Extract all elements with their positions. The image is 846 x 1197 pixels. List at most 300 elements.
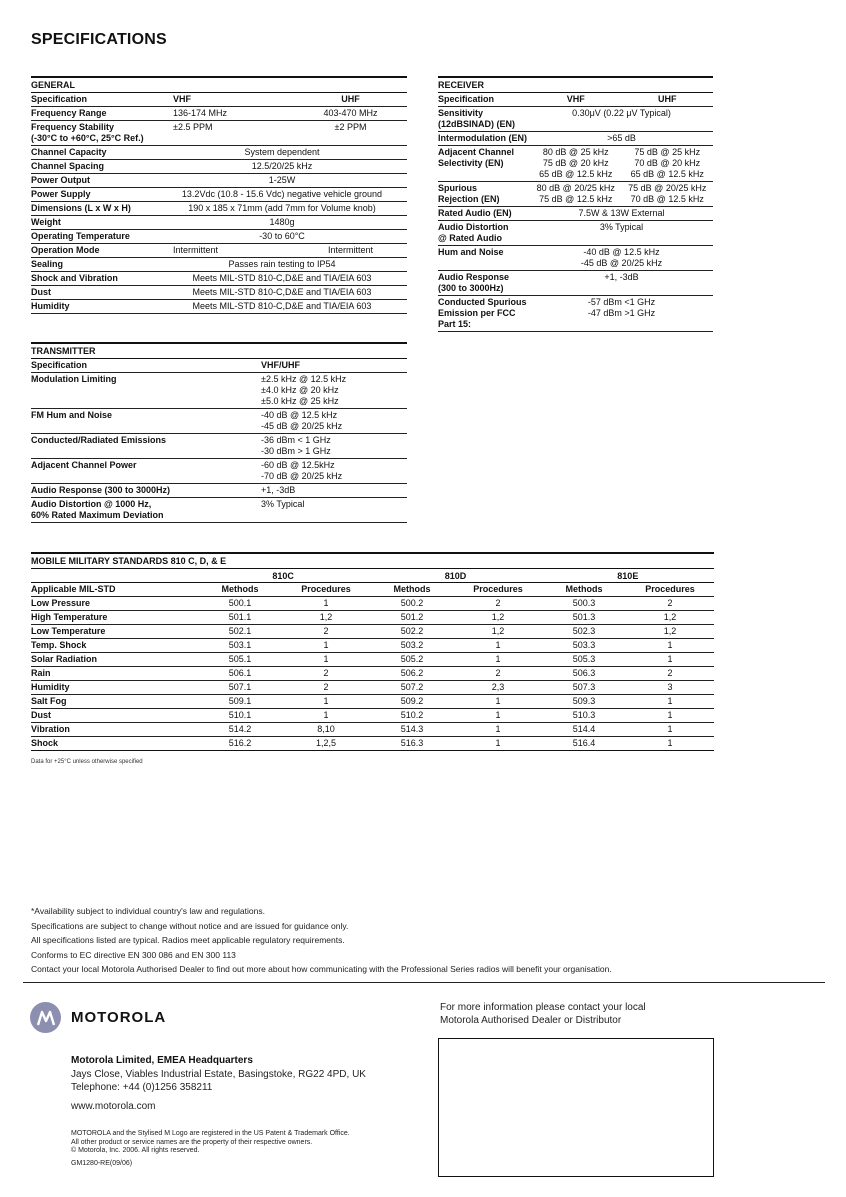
row-label xyxy=(438,183,530,205)
row-label-line: @ Rated Audio xyxy=(438,233,502,243)
method-cell: 507.1 xyxy=(228,682,252,692)
method-cell: 506.1 xyxy=(228,668,252,678)
receiver-row xyxy=(438,296,713,332)
general-row xyxy=(31,258,407,272)
procedure-cell: 1 xyxy=(323,640,329,650)
column-vhf: VHF xyxy=(173,94,191,104)
method-cell: 507.3 xyxy=(572,682,596,692)
table-row xyxy=(31,611,714,625)
row-label-line: Sensitivity xyxy=(438,108,484,118)
legal-line: © Motorola, Inc. 2006. All rights reserved. xyxy=(71,1147,200,1154)
note-line: Contact your local Motorola Authorised Dealer to find out more about how communicating with the Professional Series radios will benefit your organisation. xyxy=(31,964,612,974)
row-label xyxy=(31,435,191,457)
value-line: -60 dB @ 12.5kHz xyxy=(261,460,335,470)
general-row xyxy=(31,121,407,146)
row-label: Rain xyxy=(31,668,51,678)
value-line: 70 dB @ 12.5 kHz xyxy=(630,194,704,204)
row-label-line: Sealing xyxy=(31,259,64,269)
value-line: 3% Typical xyxy=(261,499,305,509)
procedure-cell: 1 xyxy=(667,738,673,748)
general-row xyxy=(31,188,407,202)
row-label xyxy=(31,161,157,172)
row-value xyxy=(191,410,407,432)
row-label xyxy=(438,272,530,294)
method-cell: 514.4 xyxy=(572,724,596,734)
receiver-row xyxy=(438,207,713,221)
table-row xyxy=(31,695,714,709)
row-value xyxy=(191,485,407,496)
value-line: ±5.0 kHz @ 25 kHz xyxy=(261,396,339,406)
row-value-vhf: 136-174 MHz xyxy=(173,108,228,118)
value-line: -30 dBm > 1 GHz xyxy=(261,446,331,456)
row-value: Meets MIL-STD 810-C,D&E and TIA/EIA 603 xyxy=(192,287,372,297)
row-value: Meets MIL-STD 810-C,D&E and TIA/EIA 603 xyxy=(192,301,372,311)
military-group-header xyxy=(31,569,714,582)
row-label xyxy=(31,245,157,256)
legal-line: All other product or service names are the property of their respective owners. xyxy=(71,1138,313,1146)
procedure-cell: 3 xyxy=(667,682,673,692)
transmitter-row xyxy=(31,434,407,459)
row-value-vhf: Intermittent xyxy=(173,245,219,255)
value-line: -36 dBm < 1 GHz xyxy=(261,435,331,445)
row-value: 190 x 185 x 71mm (add 7mm for Volume knob) xyxy=(188,203,376,213)
row-label xyxy=(438,208,530,219)
row-label-line: Emission per FCC Part 15: xyxy=(438,308,516,329)
procedure-cell: 1,2 xyxy=(319,612,333,622)
row-label xyxy=(31,217,157,228)
row-label: High Temperature xyxy=(31,612,108,622)
method-cell: 502.1 xyxy=(228,626,252,636)
row-label-line: 60% Rated Maximum Deviation xyxy=(31,510,164,520)
motorola-logo xyxy=(30,1002,166,1033)
procedure-cell: 1 xyxy=(495,654,501,664)
table-row xyxy=(31,597,714,611)
method-cell: 509.2 xyxy=(400,696,424,706)
row-value-uhf: Intermittent xyxy=(327,245,374,255)
table-row xyxy=(31,709,714,723)
method-cell: 506.3 xyxy=(572,668,596,678)
row-label-line: Conducted Spurious xyxy=(438,297,527,307)
row-value: 13.2Vdc (10.8 - 15.6 Vdc) negative vehicle ground xyxy=(181,189,383,199)
row-label xyxy=(31,301,157,312)
procedure-cell: 8,10 xyxy=(317,724,335,734)
method-cell: 501.1 xyxy=(228,612,252,622)
contact-line: For more information please contact your local xyxy=(440,1002,646,1013)
row-value-vhf: ±2.5 PPM xyxy=(173,122,213,132)
column-label: Specification xyxy=(31,360,88,370)
row-value-uhf: 403-470 MHz xyxy=(323,108,378,118)
general-header: GENERAL xyxy=(31,76,407,93)
row-value: System dependent xyxy=(244,147,320,157)
procedure-cell: 1 xyxy=(495,696,501,706)
row-label-line: Modulation Limiting xyxy=(31,374,117,384)
column-label: Specification xyxy=(438,94,495,104)
row-label-line: Power Output xyxy=(31,175,90,185)
row-label xyxy=(31,273,157,284)
value-line: -70 dB @ 20/25 kHz xyxy=(261,471,343,481)
row-value: 1480g xyxy=(269,217,295,227)
method-cell: 514.2 xyxy=(228,724,252,734)
value-line: +1, -3dB xyxy=(261,485,296,495)
row-values xyxy=(530,147,713,180)
row-label-line: Spurious xyxy=(438,183,478,193)
row-label xyxy=(31,287,157,298)
procedure-cell: 2,3 xyxy=(491,682,505,692)
row-label-line: Hum and Noise xyxy=(438,247,504,257)
row-value: Meets MIL-STD 810-C,D&E and TIA/EIA 603 xyxy=(192,273,372,283)
row-value-uhf: ±2 PPM xyxy=(334,122,367,132)
row-label xyxy=(31,231,157,242)
method-cell: 510.3 xyxy=(572,710,596,720)
method-cell: 510.2 xyxy=(400,710,424,720)
procedure-cell: 2 xyxy=(495,598,501,608)
value-line: 70 dB @ 20 kHz xyxy=(634,158,701,168)
value-line: ±2.5 kHz @ 12.5 kHz xyxy=(261,374,347,384)
receiver-header: RECEIVER xyxy=(438,76,713,93)
receiver-row xyxy=(438,132,713,146)
general-row xyxy=(31,244,407,258)
row-value: Passes rain testing to IP54 xyxy=(228,259,336,269)
note-line: Specifications are subject to change without notice and are issued for guidance only. xyxy=(31,920,349,931)
table-row xyxy=(31,723,714,737)
procedure-cell: 1 xyxy=(495,724,501,734)
method-cell: 505.1 xyxy=(228,654,252,664)
motorola-m-icon xyxy=(30,1002,61,1033)
row-label-line: (300 to 3000Hz) xyxy=(438,283,504,293)
row-label-line: Dust xyxy=(31,287,51,297)
method-cell: 503.3 xyxy=(572,640,596,650)
row-label: Shock xyxy=(31,738,59,748)
procedure-cell: 1 xyxy=(323,654,329,664)
general-row xyxy=(31,286,407,300)
value-line: 80 dB @ 25 kHz xyxy=(542,147,609,157)
row-label-line: FM Hum and Noise xyxy=(31,410,113,420)
row-label xyxy=(31,175,157,186)
method-cell: 500.1 xyxy=(228,598,252,608)
column-mil-std: Applicable MIL-STD xyxy=(31,584,116,594)
row-label-line: Channel Spacing xyxy=(31,161,105,171)
row-label: Dust xyxy=(31,710,51,720)
method-cell: 514.3 xyxy=(400,724,424,734)
row-label: Humidity xyxy=(31,682,70,692)
column-label: Specification xyxy=(31,94,88,104)
procedure-cell: 2 xyxy=(323,682,329,692)
receiver-row xyxy=(438,107,713,132)
row-values xyxy=(157,108,407,119)
column-procedures: Procedures xyxy=(645,584,695,594)
value-line: 80 dB @ 20/25 kHz xyxy=(536,183,615,193)
table-row xyxy=(31,639,714,653)
row-label xyxy=(438,108,530,130)
general-row xyxy=(31,230,407,244)
military-footnote: Data for +25°C unless otherwise specified xyxy=(31,759,143,765)
method-cell: 501.2 xyxy=(400,612,424,622)
row-label xyxy=(438,147,530,180)
row-values xyxy=(530,183,713,205)
row-label xyxy=(31,410,191,432)
row-label-line: Audio Response xyxy=(438,272,510,282)
general-row xyxy=(31,174,407,188)
row-label-line: Channel Capacity xyxy=(31,147,107,157)
value-line: 65 dB @ 12.5 kHz xyxy=(630,169,704,179)
general-row xyxy=(31,107,407,121)
row-label-line: Rated Audio (EN) xyxy=(438,208,512,218)
procedure-cell: 1 xyxy=(323,710,329,720)
row-value xyxy=(530,247,713,269)
transmitter-row xyxy=(31,484,407,498)
receiver-table xyxy=(438,76,713,332)
row-label: Low Pressure xyxy=(31,598,91,608)
notes xyxy=(31,904,612,977)
row-label xyxy=(31,485,191,496)
website-link[interactable]: www.motorola.com xyxy=(71,1100,156,1112)
value-line: -40 dB @ 12.5 kHz xyxy=(261,410,338,420)
row-label-line: Shock and Vibration xyxy=(31,273,118,283)
general-table xyxy=(31,76,407,314)
row-label xyxy=(31,259,157,270)
value-line: 75 dB @ 20 kHz xyxy=(542,158,609,168)
value-line: -47 dBm >1 GHz xyxy=(587,308,656,318)
row-value: 0.30μV (0.22 μV Typical) xyxy=(572,108,671,118)
row-label-line: (12dBSINAD) (EN) xyxy=(438,119,516,129)
procedure-cell: 1 xyxy=(667,724,673,734)
row-label-line: Power Supply xyxy=(31,189,91,199)
row-value xyxy=(530,183,622,205)
procedure-cell: 2 xyxy=(323,626,329,636)
row-label: Solar Radiation xyxy=(31,654,98,664)
procedure-cell: 1 xyxy=(323,598,329,608)
row-label xyxy=(31,108,157,119)
row-label: Salt Fog xyxy=(31,696,67,706)
group-810d: 810D xyxy=(444,571,467,581)
row-label xyxy=(31,499,191,521)
column-uhf: UHF xyxy=(658,94,677,104)
transmitter-table xyxy=(31,342,407,523)
row-label-line: Audio Distortion @ 1000 Hz, xyxy=(31,499,152,509)
footer-divider xyxy=(23,982,825,983)
row-label xyxy=(438,222,530,244)
note-line: All specifications listed are typical. Radios meet applicable regulatory requirements. xyxy=(31,935,345,945)
procedure-cell: 1 xyxy=(667,710,673,720)
general-row xyxy=(31,202,407,216)
method-cell: 509.1 xyxy=(228,696,252,706)
transmitter-column-header xyxy=(31,359,407,373)
method-cell: 505.3 xyxy=(572,654,596,664)
row-label xyxy=(438,297,530,330)
method-cell: 516.2 xyxy=(228,738,252,748)
method-cell: 502.3 xyxy=(572,626,596,636)
column-procedures: Procedures xyxy=(301,584,351,594)
row-label-line: Audio Response (300 to 3000Hz) xyxy=(31,485,171,495)
row-label-line: Frequency Stability xyxy=(31,122,115,132)
hq-title: Motorola Limited, EMEA Headquarters xyxy=(71,1055,253,1066)
column-methods: Methods xyxy=(393,584,431,594)
method-cell: 501.3 xyxy=(572,612,596,622)
row-value xyxy=(191,435,407,457)
method-cell: 503.1 xyxy=(228,640,252,650)
military-header: MOBILE MILITARY STANDARDS 810 C, D, & E xyxy=(31,552,714,569)
column-procedures: Procedures xyxy=(473,584,523,594)
row-label xyxy=(31,147,157,158)
value-line: -57 dBm <1 GHz xyxy=(587,297,656,307)
row-label-line: Conducted/Radiated Emissions xyxy=(31,435,167,445)
row-label: Low Temperature xyxy=(31,626,106,636)
procedure-cell: 1 xyxy=(323,696,329,706)
row-label-line: Dimensions (L x W x H) xyxy=(31,203,131,213)
row-value xyxy=(530,147,622,180)
receiver-row xyxy=(438,221,713,246)
general-column-header xyxy=(31,93,407,107)
method-cell: 506.2 xyxy=(400,668,424,678)
procedure-cell: 2 xyxy=(323,668,329,678)
group-810e: 810E xyxy=(617,571,639,581)
row-label xyxy=(31,203,157,214)
column-uhf: UHF xyxy=(341,94,360,104)
procedure-cell: 1 xyxy=(495,738,501,748)
row-values xyxy=(157,245,407,256)
military-column-header xyxy=(31,582,714,597)
row-value: 3% Typical xyxy=(599,222,644,232)
procedure-cell: 1,2,5 xyxy=(315,738,337,748)
table-row xyxy=(31,653,714,667)
group-810c: 810C xyxy=(272,571,294,581)
procedure-cell: 1,2 xyxy=(491,612,505,622)
general-row xyxy=(31,300,407,314)
transmitter-row xyxy=(31,409,407,434)
row-values xyxy=(157,122,407,144)
transmitter-row xyxy=(31,498,407,523)
value-line: -45 dB @ 20/25 kHz xyxy=(580,258,663,268)
row-label-line: Operation Mode xyxy=(31,245,100,255)
receiver-column-header xyxy=(438,93,713,107)
contact-line: Motorola Authorised Dealer or Distributor xyxy=(440,1015,622,1026)
row-label-line: Weight xyxy=(31,217,61,227)
column-vhf-uhf: VHF/UHF xyxy=(261,360,300,370)
row-label-line: Adjacent Channel xyxy=(438,147,515,157)
value-line: -40 dB @ 12.5 kHz xyxy=(583,247,660,257)
row-label-line: Operating Temperature xyxy=(31,231,130,241)
legal-text xyxy=(71,1130,350,1156)
row-label-line: (-30°C to +60°C, 25°C Ref.) xyxy=(31,133,144,143)
row-label-line: Frequency Range xyxy=(31,108,107,118)
procedure-cell: 1 xyxy=(667,654,673,664)
procedure-cell: 1,2 xyxy=(663,626,677,636)
row-label: Vibration xyxy=(31,724,70,734)
document-reference: GM1280-RE(09/06) xyxy=(71,1160,133,1167)
row-label-line: Adjacent Channel Power xyxy=(31,460,137,470)
method-cell: 516.3 xyxy=(400,738,424,748)
receiver-row xyxy=(438,246,713,271)
table-row xyxy=(31,681,714,695)
procedure-cell: 1 xyxy=(495,710,501,720)
row-value xyxy=(622,147,714,180)
procedure-cell: 1 xyxy=(667,696,673,706)
procedure-cell: 1 xyxy=(495,640,501,650)
row-label xyxy=(438,247,530,269)
row-value: -30 to 60°C xyxy=(259,231,305,241)
hq-telephone: Telephone: +44 (0)1256 358211 xyxy=(71,1082,213,1093)
headquarters-info xyxy=(71,1054,366,1113)
value-line: -45 dB @ 20/25 kHz xyxy=(261,421,343,431)
value-line: ±4.0 kHz @ 20 kHz xyxy=(261,385,339,395)
page-title: SPECIFICATIONS xyxy=(31,31,167,48)
table-row xyxy=(31,737,714,751)
method-cell: 505.2 xyxy=(400,654,424,664)
row-label-line: Humidity xyxy=(31,301,70,311)
procedure-cell: 2 xyxy=(495,668,501,678)
row-label xyxy=(438,133,530,144)
column-methods: Methods xyxy=(221,584,259,594)
table-row xyxy=(31,625,714,639)
method-cell: 500.2 xyxy=(400,598,424,608)
table-row xyxy=(31,667,714,681)
contact-info xyxy=(440,1001,646,1027)
row-label xyxy=(31,189,157,200)
value-line: 75 dB @ 25 kHz xyxy=(634,147,701,157)
legal-line: MOTOROLA and the Stylised M Logo are registered in the US Patent & Trademark Office. xyxy=(71,1130,350,1137)
receiver-row xyxy=(438,146,713,182)
row-label-line: Rejection (EN) xyxy=(438,194,500,204)
procedure-cell: 1 xyxy=(667,640,673,650)
method-cell: 507.2 xyxy=(400,682,424,692)
procedure-cell: 2 xyxy=(667,598,673,608)
row-value: >65 dB xyxy=(607,133,636,143)
row-value: +1, -3dB xyxy=(604,272,639,282)
procedure-cell: 1,2 xyxy=(491,626,505,636)
value-line: 75 dB @ 20/25 kHz xyxy=(628,183,707,193)
method-cell: 503.2 xyxy=(400,640,424,650)
column-methods: Methods xyxy=(565,584,603,594)
method-cell: 502.2 xyxy=(400,626,424,636)
military-standards-table xyxy=(31,552,714,751)
transmitter-row xyxy=(31,373,407,409)
method-cell: 516.4 xyxy=(572,738,596,748)
row-value xyxy=(191,374,407,407)
general-row xyxy=(31,272,407,286)
note-line: Conforms to EC directive EN 300 086 and EN 300 113 xyxy=(31,949,236,960)
row-value: 1-25W xyxy=(268,175,296,185)
value-line: 75 dB @ 12.5 kHz xyxy=(539,194,613,204)
receiver-row xyxy=(438,182,713,207)
row-label xyxy=(31,460,191,482)
procedure-cell: 2 xyxy=(667,668,673,678)
transmitter-header: TRANSMITTER xyxy=(31,342,407,359)
row-value xyxy=(622,183,714,205)
column-vhf: VHF xyxy=(566,94,585,104)
row-value xyxy=(191,499,407,521)
receiver-row xyxy=(438,271,713,296)
row-value: 7.5W & 13W External xyxy=(578,208,665,218)
note-line: *Availability subject to individual country's law and regulations. xyxy=(31,906,265,916)
method-cell: 500.3 xyxy=(572,598,596,608)
general-row xyxy=(31,216,407,230)
brand-name: MOTOROLA xyxy=(71,1009,167,1026)
row-value: 12.5/20/25 kHz xyxy=(251,161,313,171)
row-label xyxy=(31,122,157,144)
dealer-stamp-box xyxy=(438,1038,714,1177)
row-value xyxy=(530,297,713,330)
row-value xyxy=(191,460,407,482)
row-label-line: Intermodulation (EN) xyxy=(438,133,527,143)
hq-address: Jays Close, Viables Industrial Estate, Basingstoke, RG22 4PD, UK xyxy=(71,1068,366,1080)
general-row xyxy=(31,146,407,160)
row-label: Temp. Shock xyxy=(31,640,87,650)
transmitter-row xyxy=(31,459,407,484)
method-cell: 510.1 xyxy=(228,710,252,720)
row-label-line: Selectivity (EN) xyxy=(438,158,504,168)
value-line: 65 dB @ 12.5 kHz xyxy=(539,169,613,179)
row-label-line: Audio Distortion xyxy=(438,222,509,232)
